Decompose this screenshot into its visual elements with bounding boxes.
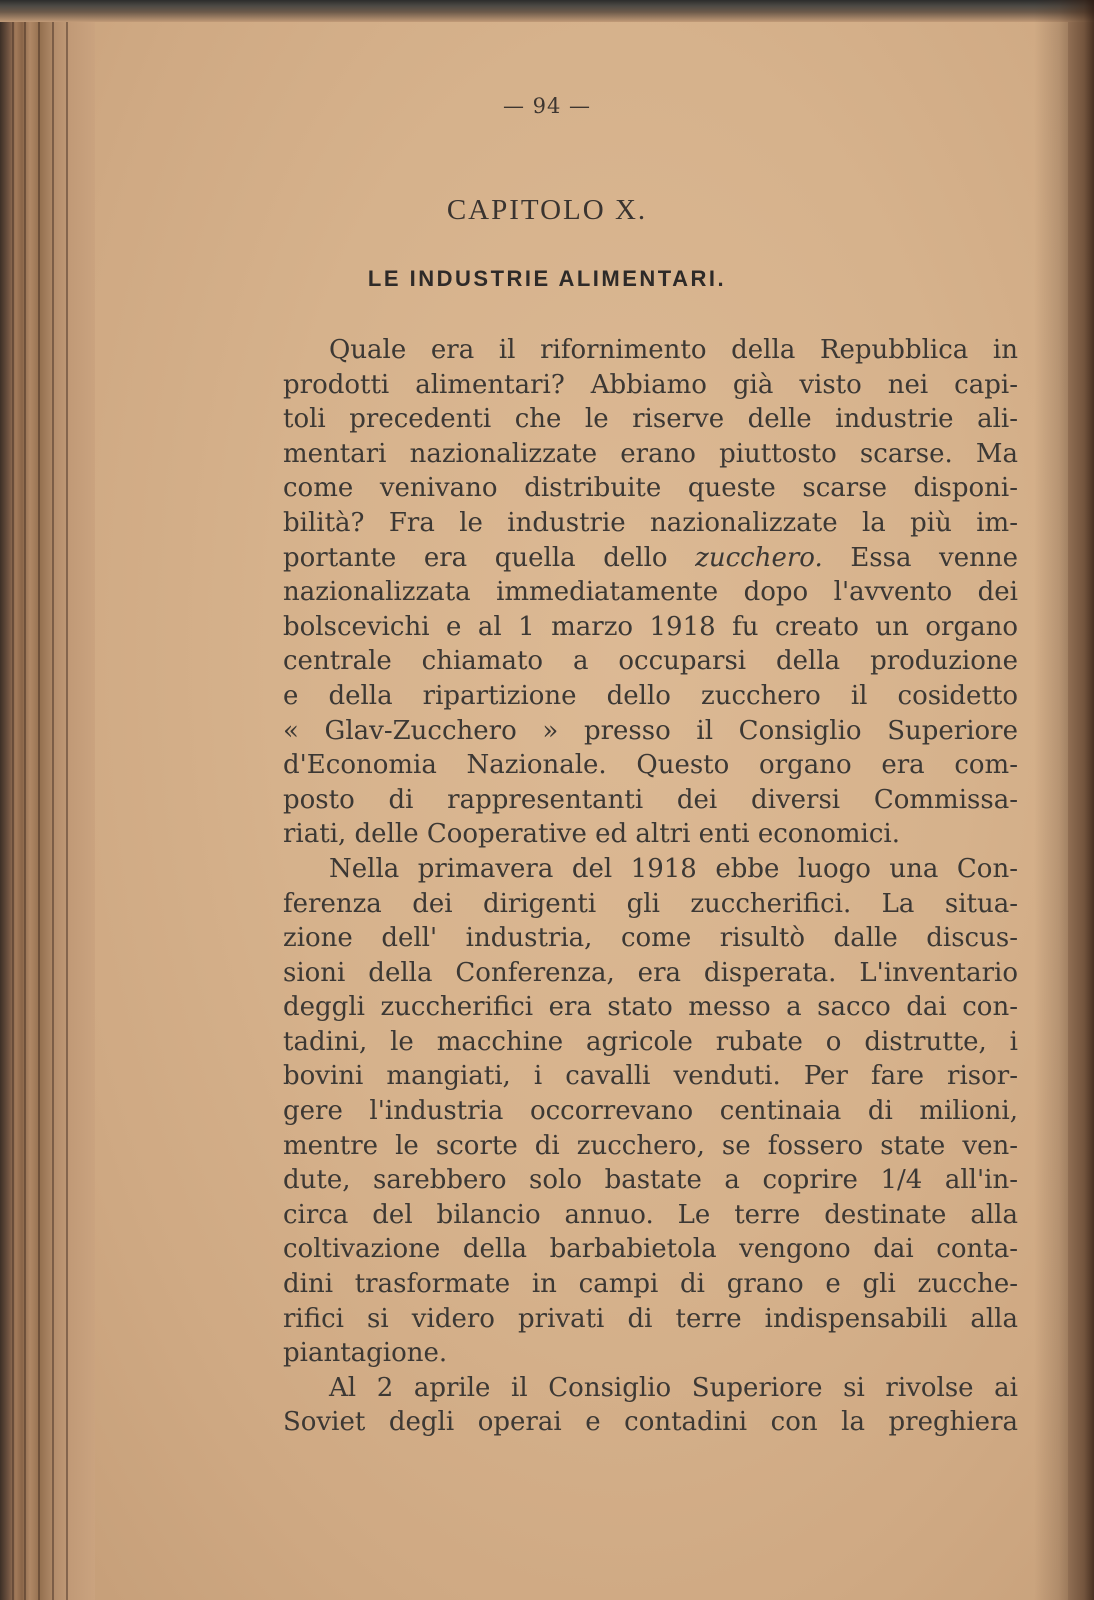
text-line xyxy=(283,610,1018,645)
text-line-content: bilità? Fra le industrie nazionalizzate la più im- xyxy=(283,507,1018,538)
text-line xyxy=(283,1025,1018,1060)
text-line xyxy=(283,748,1018,783)
text-line xyxy=(283,921,1018,956)
text-line-content: portante era quella dello xyxy=(283,542,668,573)
text-line xyxy=(283,1232,1018,1267)
text-line-content: piantagione. xyxy=(283,1338,448,1369)
text-line-content: Nella primavera del 1918 ebbe luogo una Con- xyxy=(329,853,1018,884)
stacked-page-edges xyxy=(0,0,95,1600)
text-line xyxy=(283,1405,1018,1440)
text-line-content: Quale era il rifornimento della Repubblica in xyxy=(329,335,1018,365)
body-text xyxy=(283,333,1018,1440)
chapter-heading: CAPITOLO X. xyxy=(446,194,648,226)
italic-word: zucchero. xyxy=(695,542,823,573)
text-line-content: mentari nazionalizzate erano piuttosto scarse. Ma xyxy=(283,438,1018,469)
text-line-content: gere l'industria occorrevano centinaia di milioni, xyxy=(283,1096,1018,1127)
text-line-content: come venivano distribuite queste scarse disponi- xyxy=(283,473,1018,504)
text-line-content: circa del bilancio annuo. Le terre destinate alla xyxy=(283,1199,1018,1230)
text-line-content: nazionalizzata immediatamente dopo l'avvento dei xyxy=(283,577,1018,608)
text-line xyxy=(283,783,1018,818)
text-line-tail: Essa venne xyxy=(822,542,1019,573)
text-line xyxy=(283,402,1018,437)
text-line-content: dute, sarebbero solo bastate a coprire 1/4 all'in- xyxy=(283,1165,1018,1196)
text-line xyxy=(283,368,1018,403)
text-line xyxy=(283,1059,1018,1094)
chapter-title: LE INDUSTRIE ALIMENTARI. xyxy=(367,266,727,291)
page-edge-line xyxy=(52,0,54,1600)
page-number: — 94 — xyxy=(502,94,592,118)
text-line xyxy=(283,1094,1018,1129)
text-line-content: deggli zuccherifici era stato messo a sacco dai con- xyxy=(283,992,1018,1023)
text-line xyxy=(283,541,1018,576)
text-line xyxy=(283,333,1018,368)
text-line-content: bovini mangiati, i cavalli venduti. Per fare risor- xyxy=(283,1061,1018,1092)
text-line-content: e della ripartizione dello zucchero il cosidetto xyxy=(283,680,1018,711)
text-line xyxy=(283,679,1018,714)
page-edge-line xyxy=(66,0,68,1600)
text-line xyxy=(283,1336,1018,1371)
text-line xyxy=(283,575,1018,610)
text-line-content: riati, delle Cooperative ed altri enti economici. xyxy=(283,819,900,850)
text-line xyxy=(283,1371,1018,1406)
text-line xyxy=(283,1198,1018,1233)
text-line xyxy=(283,852,1018,887)
text-line xyxy=(283,1302,1018,1337)
text-line-content: sioni della Conferenza, era disperata. L'inventario xyxy=(283,957,1018,988)
text-line-content: centrale chiamato a occuparsi della produzione xyxy=(283,646,1018,677)
text-line xyxy=(283,1163,1018,1198)
text-line-content: coltivazione della barbabietola vengono dai conta- xyxy=(283,1234,1018,1265)
text-line-content: prodotti alimentari? Abbiamo già visto nei capi- xyxy=(283,369,1018,400)
text-line xyxy=(283,644,1018,679)
text-line-content: dini trasformate in campi di grano e gli zucche- xyxy=(283,1269,1018,1300)
text-line xyxy=(283,817,1018,852)
text-line-content: ferenza dei dirigenti gli zuccherifici. La situa- xyxy=(283,888,1018,919)
text-line-content: Al 2 aprile il Consiglio Superiore si rivolse ai xyxy=(329,1372,1018,1403)
text-line xyxy=(283,471,1018,506)
text-line-content: Soviet degli operai e contadini con la preghiera xyxy=(283,1407,1018,1438)
text-line-content: tadini, le macchine agricole rubate o distrutte, i xyxy=(283,1026,1018,1057)
text-line-content: d'Economia Nazionale. Questo organo era com- xyxy=(283,750,1018,781)
top-book-edge xyxy=(0,0,1094,22)
text-line-content: « Glav-Zucchero » presso il Consiglio Superiore xyxy=(283,715,1018,746)
text-line xyxy=(283,956,1018,991)
text-line xyxy=(283,990,1018,1025)
page-edge-line xyxy=(12,0,14,1600)
page-edge-line xyxy=(38,0,40,1600)
text-line-content: toli precedenti che le riserve delle industrie ali- xyxy=(283,404,1018,435)
text-line-content: posto di rappresentanti dei diversi Commissa- xyxy=(283,784,1018,815)
gutter-shadow xyxy=(1034,0,1094,1600)
text-line xyxy=(283,1267,1018,1302)
text-line xyxy=(283,506,1018,541)
text-line-content: zione dell' industria, come risultò dalle discus- xyxy=(283,923,1018,954)
text-line-content: rifici si videro privati di terre indispensabili alla xyxy=(283,1303,1018,1334)
text-line xyxy=(283,437,1018,472)
text-line xyxy=(283,1129,1018,1164)
text-line-content: mentre le scorte di zucchero, se fossero state ven- xyxy=(283,1130,1018,1161)
text-line xyxy=(283,714,1018,749)
text-line-content: bolscevichi e al 1 marzo 1918 fu creato un organo xyxy=(283,611,1018,642)
page-edge-line xyxy=(24,0,26,1600)
text-line xyxy=(283,887,1018,922)
